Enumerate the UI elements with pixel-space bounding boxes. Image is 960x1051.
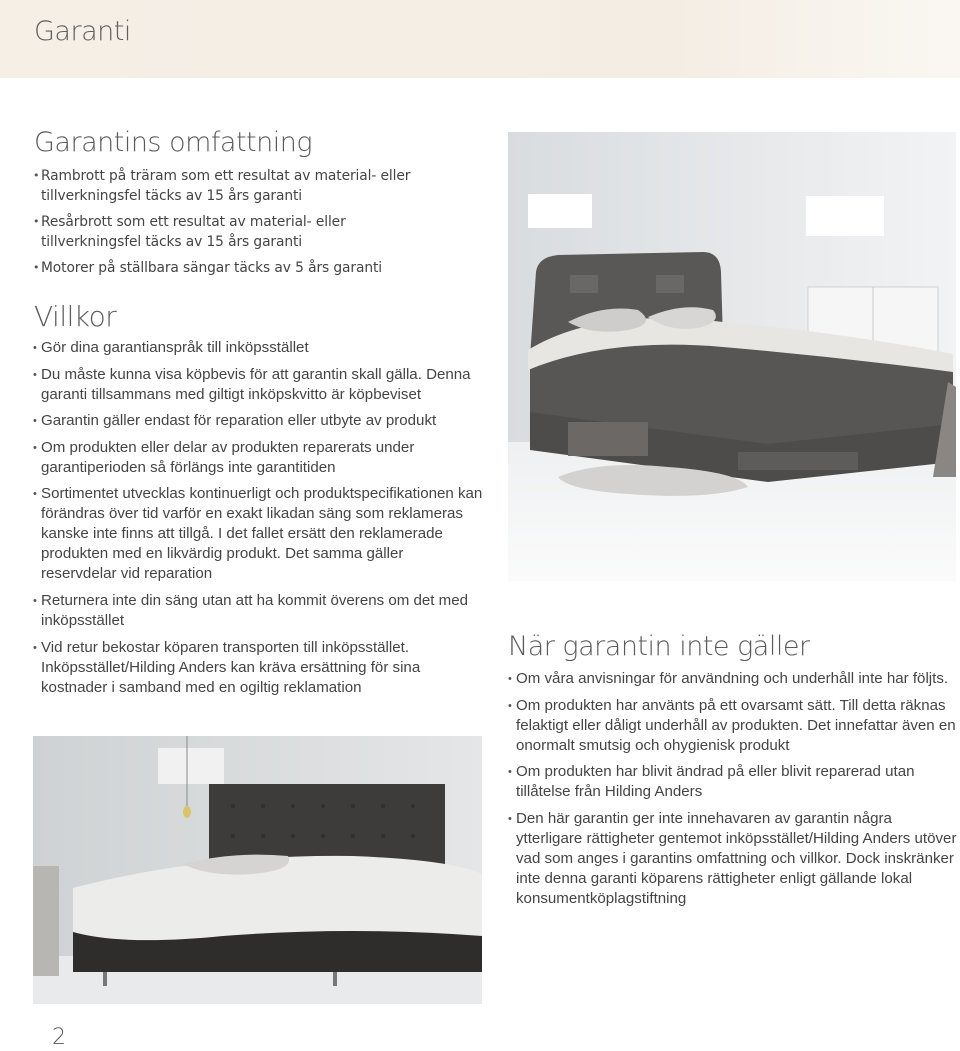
page-number: 2 [52, 1025, 66, 1050]
list-item: • Garantin gäller endast för reparation eller utbyte av produkt [33, 411, 483, 431]
bed-storage-illustration [508, 132, 956, 581]
section-heading-omfattning: Garantins omfattning [34, 127, 313, 158]
bed-photo-storage [508, 132, 956, 581]
page-title: Garanti [34, 16, 131, 47]
inte-galler-list [508, 669, 958, 915]
list-item: • Gör dina garantianspråk till inköpsstället [33, 338, 483, 358]
section-heading-inte-galler: När garantin inte gäller [508, 631, 810, 662]
list-item: • Returnera inte din säng utan att ha kommit överens om det med inköpsstället [33, 591, 483, 631]
list-item: • Rambrott på träram som ett resultat av material- eller tillverkningsfel täcks av 15 års garanti [33, 166, 413, 206]
list-item: • Motorer på ställbara sängar täcks av 5 års garanti [33, 258, 413, 278]
list-item: • Resårbrott som ett resultat av material- eller tillverkningsfel täcks av 15 års garanti [33, 212, 413, 252]
bed-continental-illustration [33, 736, 482, 1004]
list-item: • Om våra anvisningar för användning och underhåll inte har följts. [508, 669, 958, 689]
header-band [0, 0, 960, 78]
villkor-list [33, 338, 483, 704]
bed-photo-continental [33, 736, 482, 1004]
omfattning-list [33, 166, 413, 284]
list-item: • Om produkten har använts på ett ovarsamt sätt. Till detta räknas felaktigt eller dåligt underhåll av produkten. Det innefattar även en onormalt smutsig och ohygienisk produkt [508, 696, 958, 756]
section-heading-villkor: Villkor [34, 300, 117, 333]
list-item: • Om produkten eller delar av produkten reparerats under garantiperioden så förlängs inte garantitiden [33, 438, 483, 478]
list-item: • Den här garantin ger inte innehavaren av garantin några ytterligare rättigheter gentemot inköpsstället/Hilding Anders utöver vad som anges i garantins omfattning och villkor. Dock inskränker inte denna garanti köparens rättigheter enligt gällande lokal konsumentköplagstiftning [508, 809, 958, 909]
list-item: • Vid retur bekostar köparen transporten till inköpsstället. Inköpsstället/Hilding Anders kan kräva ersättning för sina kostnader i samband med en ogiltig reklamation [33, 638, 483, 698]
list-item: • Du måste kunna visa köpbevis för att garantin skall gälla. Denna garanti tillsammans med giltigt inköpskvitto är köpbeviset [33, 365, 483, 405]
list-item: • Om produkten har blivit ändrad på eller blivit reparerad utan tillåtelse från Hilding Anders [508, 762, 958, 802]
list-item: • Sortimentet utvecklas kontinuerligt och produktspecifikationen kan förändras över tid varför en exakt likadan säng som reklameras kanske inte finns att tillgå. I det fallet ersätt den reklamerade produkten med en likvärdig produkt. Det samma gäller reservdelar vid reparation [33, 484, 483, 584]
